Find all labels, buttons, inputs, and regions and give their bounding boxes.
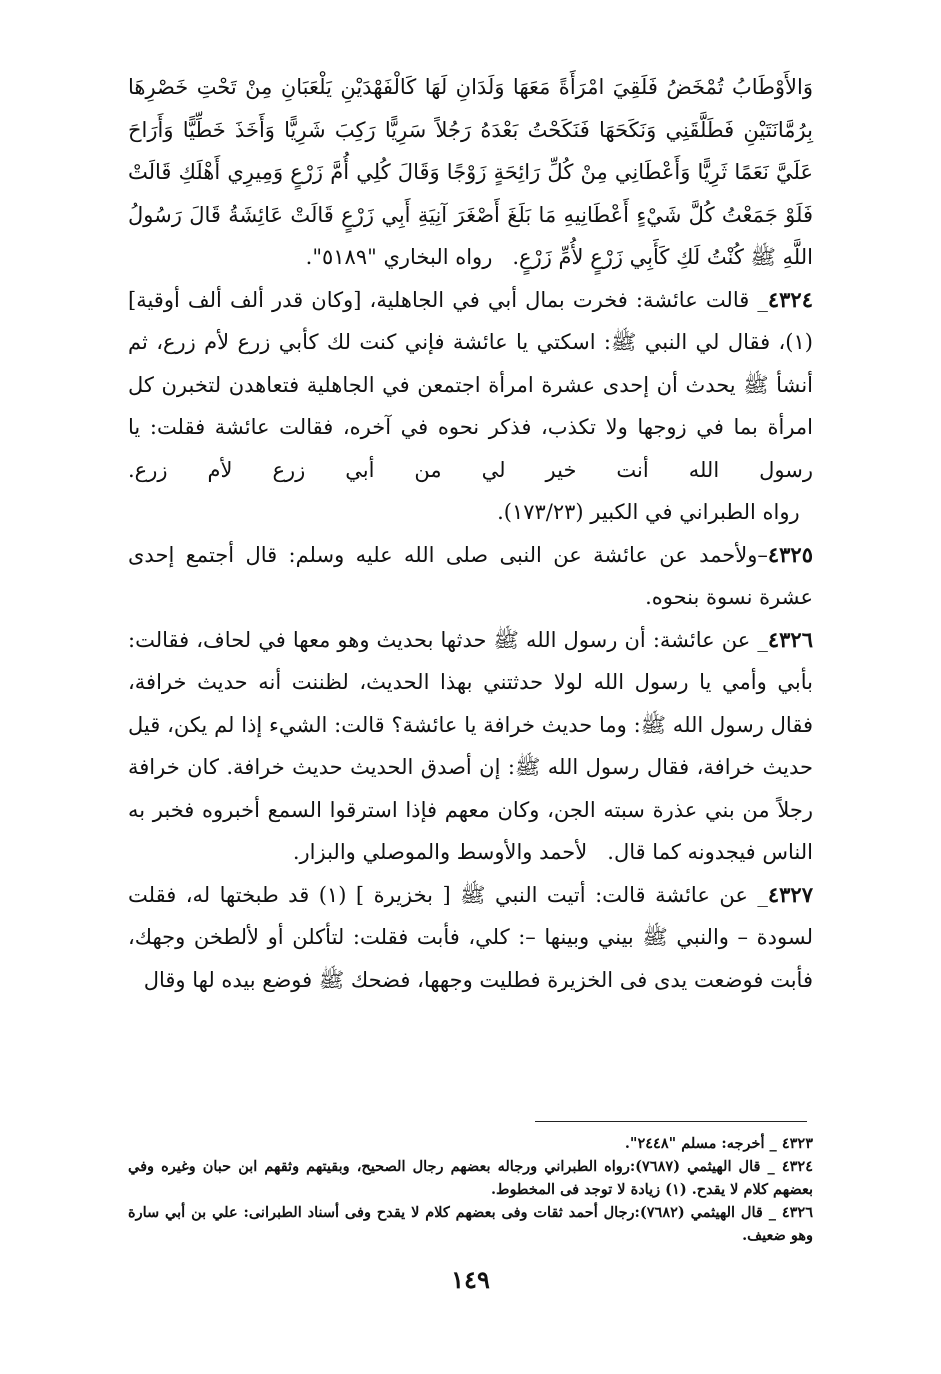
hadith-number: ٤٣٢٧ [767,881,813,907]
hadith-number: ٤٣٢٦ [767,626,813,652]
hadith-entry: ٤٣٢٦_ عن عائشة: أن رسول الله ﷺ حدثها بحديث وهو معها في لحاف، فقالت: بأبي وأمي يا رسول الله لولا حدثتني بهذا الحديث، لظننت أنه حديث خرافة، فقال رسول الله ﷺ: وما حديث خرافة يا عائشة؟ قالت: الشيء إذا لم يكن، قيل حديث خرافة، فقال رسول الله ﷺ: إن أصدق الحديث حديث خرافة. كان خرافة رجلاً من بني عذرة سبته الجن، وكان معهم فإذا استرقوا السمع أخبروه فخبر به الناس فيجدونه كما قال. لأحمد والأوسط والموصلي والبزار. [128,626,813,864]
hadith-entry: ٤٣٢٧_ عن عائشة قالت: أتيت النبي ﷺ [ بخزيرة ] (١) قد طبختها له، فقلت لسودة – والنبي ﷺ بيني وبينها –: كلي، فأبت فقلت: لتأكلن أو لألطخن وجهك، فأبت فوضعت يدى فى الخزيرة فطليت وجهها، فضحك ﷺ فوضع بيده لها وقال [128,881,813,992]
hadith-text: وَالأَوْطَابُ تُمْخَضُ فَلَقِيَ امْرَأَةً مَعَهَا وَلَدَانِ لَهَا كَالْفَهْدَيْنِ يَلْعَبَانِ مِنْ تَحْتِ خَصْرِهَا بِرُمَّانَتَيْنِ فَطَلَّقَنِي وَنَكَحَهَا فَنَكَحْتُ بَعْدَهُ رَجُلاً سَرِيًّا رَكِبَ شَرِيًّا وَأَخَذَ خَطِّيًّا وَأَرَاحَ عَلَيَّ نَعَمًا ثَرِيًّا وَأَعْطَانِي مِنْ كُلِّ رَائِحَةٍ زَوْجًا وَقَالَ كُلِي أُمَّ زَرْعٍ وَمِيرِي أَهْلَكِ قَالَتْ فَلَوْ جَمَعْتُ كُلَّ شَيْءٍ أَعْطَانِيهِ مَا بَلَغَ أَصْغَرَ آنِيَةِ أَبِي زَرْعٍ قَالَتْ عَائِشَةُ قَالَ رَسُولُ اللَّهِ ﷺ كُنْتُ لَكِ كَأَبِي زَرْعٍ لأُمِّ زَرْعٍ. [128,75,813,269]
hadith-entry: ٤٣٢٤_ قالت عائشة: فخرت بمال أبي في الجاهلية، [وكان قدر ألف ألف أوقية](١)، فقال لي النبي ﷺ: اسكتي يا عائشة فإني كنت لك كأبي زرع لأم زرع، ثم أنشأ ﷺ يحدث أن إحدى عشرة امرأة اجتمعن في الجاهلية فتعاهدن لتخبرن كل امرأة بما في زوجها ولا تكذب، فذكر نحوه في آخره، فقالت عائشة فقلت: يا رسول الله أنت خير لي من أبي زرع لأم زرع. رواه الطبراني في الكبير (١٧٣/٢٣). [128,286,813,524]
hadith-source: رواه البخاري "٥١٨٩". [305,245,493,269]
main-text [128,66,813,1001]
hadith-number: ٤٣٢٤ [767,286,813,312]
hadith-text: عن عائشة قالت: أتيت النبي ﷺ [ بخزيرة ] (١) قد طبختها له، فقلت لسودة – والنبي ﷺ بيني وبينها –: كلي، فأبت فقلت: لتأكلن أو لألطخن وجهك، فأبت فوضعت يدى فى الخزيرة فطليت وجهها، فضحك ﷺ فوضع بيده لها وقال [128,882,813,992]
hadith-text: قالت عائشة: فخرت بمال أبي في الجاهلية، [وكان قدر ألف ألف أوقية](١)، فقال لي النبي ﷺ: اسكتي يا عائشة فإني كنت لك كأبي زرع لأم زرع، ثم أنشأ ﷺ يحدث أن إحدى عشرة امرأة اجتمعن في الجاهلية فتعاهدن لتخبرن كل امرأة بما في زوجها ولا تكذب، فذكر نحوه في آخره، فقالت عائشة فقلت: يا رسول الله أنت خير لي من أبي زرع لأم زرع. [128,287,813,482]
footnote-divider [535,1121,807,1122]
footnote: ٤٣٢٤ _ قال الهيثمي (٧٦٨٧):رواه الطبراني ورجاله بعضهم رجال الصحيح، وبقيتهم وثقهم ابن حبان وغيره وفي بعضهم كلام لا يقدح. (١) زيادة لا توجد فى المخطوط. [128,1158,813,1198]
page-number: ١٤٩ [451,1265,490,1294]
hadith-entry: ٤٣٢٥–ولأحمد عن عائشة عن النبى صلى الله عليه وسلم: قال أجتمع إحدى عشرة نسوة بنحوه. [128,541,813,609]
hadith-source: لأحمد والأوسط والموصلي والبزار. [292,840,588,864]
footnotes [128,1132,813,1247]
hadith-number: ٤٣٢٥ [767,541,813,567]
hadith-text: عن عائشة: أن رسول الله ﷺ حدثها بحديث وهو معها في لحاف، فقالت: بأبي وأمي يا رسول الله لولا حدثتني بهذا الحديث، لظننت أنه حديث خرافة، فقال رسول الله ﷺ: وما حديث خرافة يا عائشة؟ قالت: الشيء إذا لم يكن، قيل حديث خرافة، فقال رسول الله ﷺ: إن أصدق الحديث حديث خرافة. كان خرافة رجلاً من بني عذرة سبته الجن، وكان معهم فإذا استرقوا السمع أخبروه فخبر به الناس فيجدونه كما قال. [128,627,813,864]
footnote: ٤٣٢٣ _ أخرجه: مسلم "٢٤٤٨". [624,1135,813,1152]
hadith-text: ولأحمد عن عائشة عن النبى صلى الله عليه وسلم: قال أجتمع إحدى عشرة نسوة بنحوه. [128,542,813,609]
hadith-source: رواه الطبراني في الكبير (١٧٣/٢٣). [497,500,800,524]
footnote: ٤٣٢٦ _ قال الهيثمي (٧٦٨٢):رجال أحمد ثقات وفى بعضهم كلام لا يقدح وفى أسناد الطبرانى: علي بن أبي سارة وهو ضعيف. [128,1204,813,1244]
hadith-continuation [128,66,813,279]
